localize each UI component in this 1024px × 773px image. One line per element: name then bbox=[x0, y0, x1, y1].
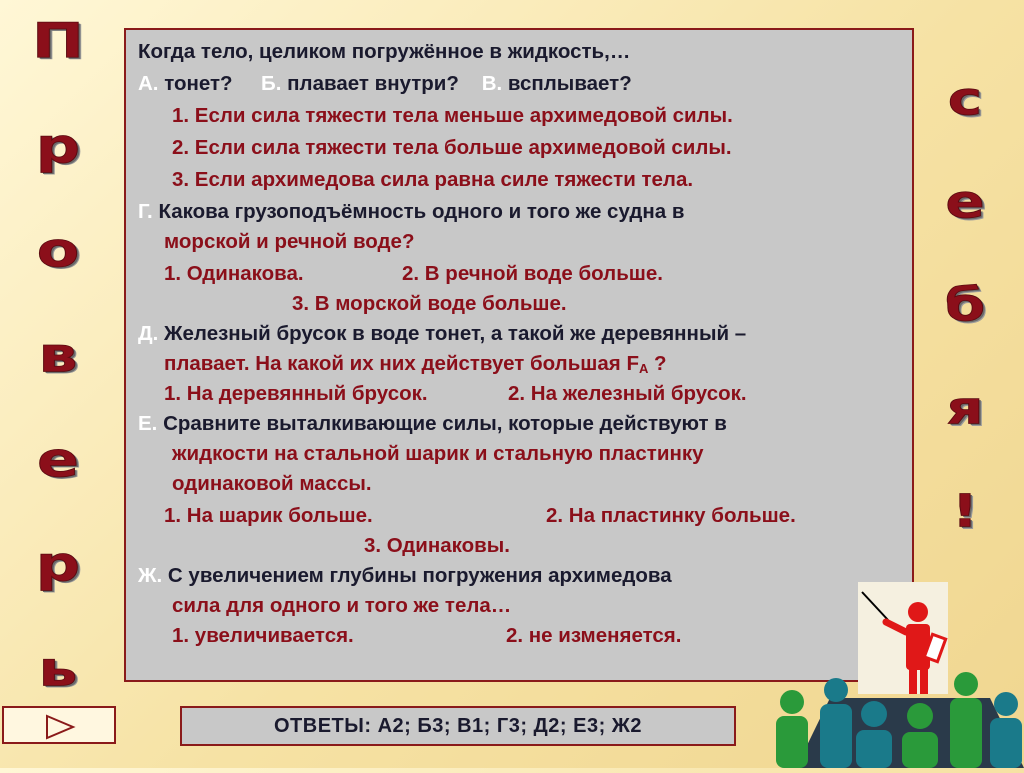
answer-option: 2. На железный брусок. bbox=[508, 382, 747, 405]
option-letter: В. bbox=[481, 72, 503, 95]
title-letter: я bbox=[946, 381, 984, 435]
question-letter: Ж. bbox=[138, 564, 163, 587]
answer-option: 1. На шарик больше. bbox=[164, 504, 373, 527]
next-slide-button[interactable] bbox=[2, 706, 116, 744]
question-letter: Д. bbox=[138, 322, 159, 345]
question-text: морской и речной воде? bbox=[164, 230, 415, 253]
title-letter: ! bbox=[951, 484, 979, 538]
answer-option: 1. На деревянный брусок. bbox=[164, 382, 428, 405]
question-text: Железный брусок в воде тонет, а такой же деревянный – bbox=[158, 322, 747, 345]
question-text bbox=[164, 352, 667, 381]
title-letter: о bbox=[36, 221, 80, 279]
question-letter: Е. bbox=[138, 412, 158, 435]
left-vertical-title bbox=[18, 10, 98, 700]
question-d bbox=[138, 322, 746, 346]
question-intro-text: Когда тело, целиком погружённое в жидкость,… bbox=[138, 40, 631, 63]
question-letter: Г. bbox=[138, 200, 153, 223]
title-letter: с bbox=[947, 72, 983, 126]
question-intro bbox=[138, 40, 630, 64]
right-vertical-title bbox=[925, 70, 1005, 540]
option-letter: А. bbox=[138, 72, 159, 95]
answer-option: 1. Если сила тяжести тела меньше архимедовой силы. bbox=[172, 104, 733, 127]
title-letter: в bbox=[38, 326, 78, 384]
teacher-with-pointer-icon bbox=[770, 580, 1024, 768]
question-text: одинаковой массы. bbox=[172, 472, 372, 495]
answer-option: 2. На пластинку больше. bbox=[546, 504, 796, 527]
play-triangle-icon bbox=[44, 714, 76, 740]
answers-text: ОТВЕТЫ: А2; Б3; В1; Г3; Д2; Е3; Ж2 bbox=[274, 714, 642, 737]
question-text-part: плавает. На какой их них действует большая F bbox=[164, 352, 639, 375]
options-abc bbox=[138, 72, 632, 96]
title-letter: р bbox=[35, 116, 81, 174]
question-text: сила для одного и того же тела… bbox=[172, 594, 512, 617]
answer-option: 2. В речной воде больше. bbox=[402, 262, 663, 285]
teacher-students-illustration bbox=[770, 580, 1024, 768]
question-text-part: ? bbox=[648, 352, 667, 375]
answer-option: 2. Если сила тяжести тела больше архимедовой силы. bbox=[172, 136, 732, 159]
answer-option: 1. Одинакова. bbox=[164, 262, 304, 285]
title-letter: е bbox=[36, 430, 80, 488]
title-letter: П bbox=[32, 12, 84, 70]
option-letter: Б. bbox=[261, 72, 282, 95]
question-g bbox=[138, 200, 684, 224]
question-e bbox=[138, 412, 727, 436]
question-zh bbox=[138, 564, 672, 588]
answer-option: 1. увеличивается. bbox=[172, 624, 354, 647]
option-text: всплывает? bbox=[502, 72, 632, 95]
title-letter: р bbox=[35, 535, 81, 593]
option-text: тонет? bbox=[158, 72, 233, 95]
subscript-a: A bbox=[638, 361, 649, 376]
answers-bar bbox=[180, 706, 736, 746]
question-text: жидкости на стальной шарик и стальную пластинку bbox=[172, 442, 704, 465]
title-letter: е bbox=[945, 175, 985, 229]
answer-option: 3. Если архимедова сила равна силе тяжести тела. bbox=[172, 168, 694, 191]
answer-option: 3. В морской воде больше. bbox=[292, 292, 567, 315]
question-text: Какова грузоподъёмность одного и того же судна в bbox=[152, 200, 685, 223]
question-text: Сравните выталкивающие силы, которые действуют в bbox=[157, 412, 727, 435]
title-letter: б bbox=[944, 278, 986, 332]
answer-option: 2. не изменяется. bbox=[506, 624, 682, 647]
title-letter: ь bbox=[38, 640, 78, 698]
question-text: С увеличением глубины погружения архимедова bbox=[162, 564, 672, 587]
option-text: плавает внутри? bbox=[281, 72, 459, 95]
answer-option: 3. Одинаковы. bbox=[364, 534, 510, 557]
